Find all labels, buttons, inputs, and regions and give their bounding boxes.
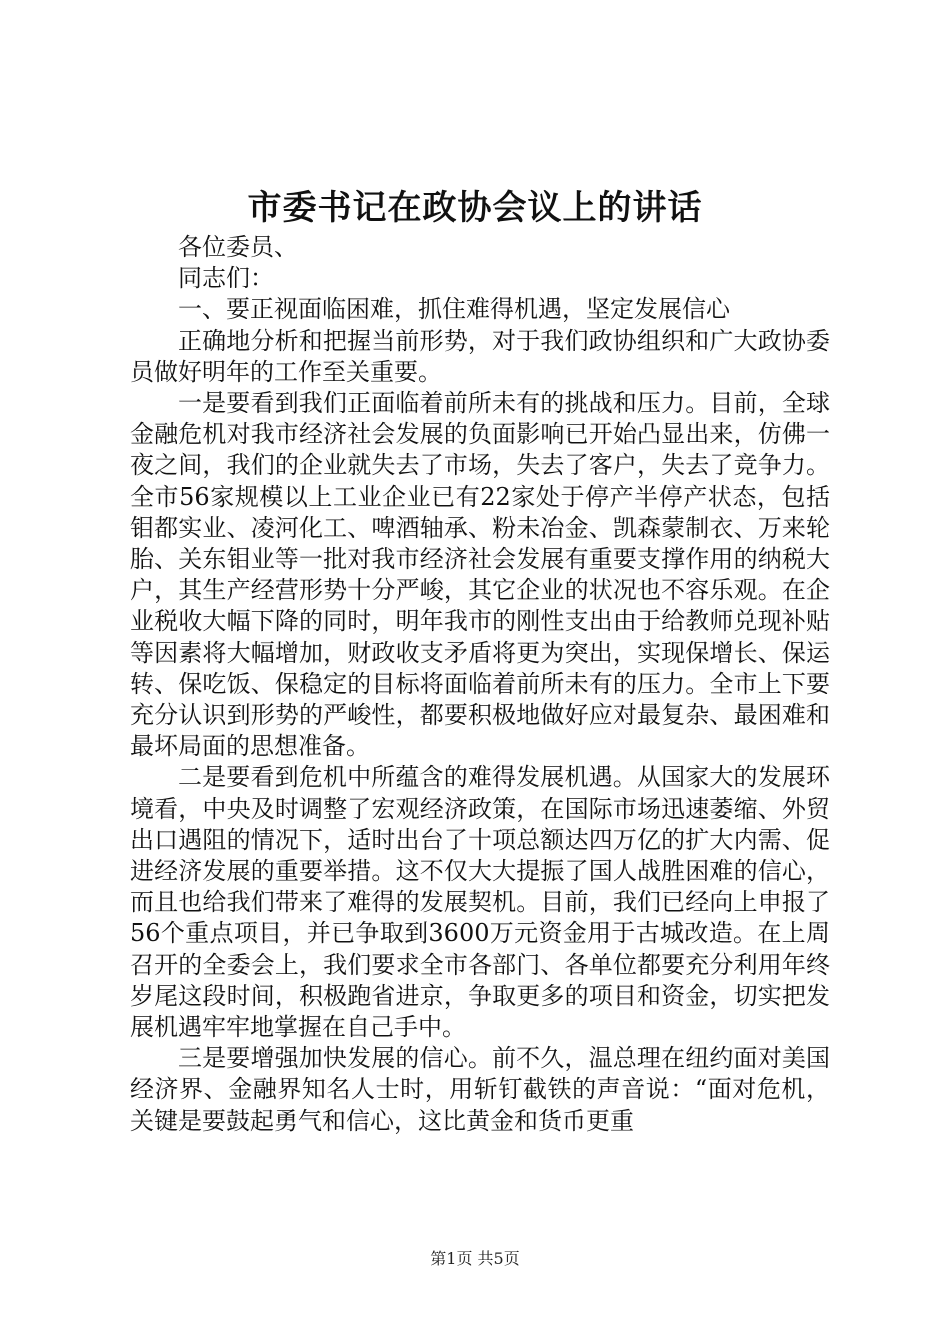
page-footer: 第1页 共5页 <box>430 1249 520 1268</box>
salutation-line: 各位委员、 <box>178 233 298 261</box>
document-title: 市委书记在政协会议上的讲话 <box>247 188 703 228</box>
salutation-line: 同志们： <box>178 264 274 293</box>
section-heading: 一、要正视面临困难，抓住难得机遇，坚定发展信心 <box>178 295 730 324</box>
body-paragraph: 一是要看到我们正面临着前所未有的挑战和压力。目前，全球金融危机对我市经济社会发展的负面影响已开始凸显出来，仿佛一夜之间，我们的企业就失去了市场，失去了客户，失去了竞争力。全市56家规模以上工业企业已有22家处于停产半停产状态，包括钼都实业、凌河化工、啤酒轴承、粉未冶金、凯森蒙制衣、万来轮胎、关东钼业等一批对我市经济社会发展有重要支撑作用的纳税大户，其生产经营形势十分严峻，其它企业的状况也不容乐观。在企业税收大幅下降的同时，明年我市的刚性支出由于给教师兑现补贴等因素将大幅增加，财政收支矛盾将更为突出，实现保增长、保运转、保吃饭、保稳定的目标将面临着前所未有的压力。全市上下要充分认识到形势的严峻性，都要积极地做好应对最复杂、最困难和最坏局面的思想准备。 <box>130 389 830 761</box>
body-paragraph: 二是要看到危机中所蕴含的难得发展机遇。从国家大的发展环境看，中央及时调整了宏观经济政策，在国际市场迅速萎缩、外贸出口遇阻的情况下，适时出台了十项总额达四万亿的扩大内需、促进经济发展的重要举措。这不仅大大提振了国人战胜困难的信心，而且也给我们带来了难得的发展契机。目前，我们已经向上申报了56个重点项目，并已争取到3600万元资金用于古城改造。在上周召开的全委会上，我们要求全市各部门、各单位都要充分利用年终岁尾这段时间，积极跑省进京，争取更多的项目和资金，切实把发展机遇牢牢地掌握在自己手中。 <box>130 763 830 1042</box>
document-body <box>130 232 830 1137</box>
body-paragraph: 正确地分析和把握当前形势，对于我们政协组织和广大政协委员做好明年的工作至关重要。 <box>130 326 830 386</box>
body-paragraph: 三是要增强加快发展的信心。前不久，温总理在纽约面对美国经济界、金融界知名人士时，用斩钉截铁的声音说：“面对危机，关键是要鼓起勇气和信心，这比黄金和货币更重 <box>130 1044 830 1135</box>
